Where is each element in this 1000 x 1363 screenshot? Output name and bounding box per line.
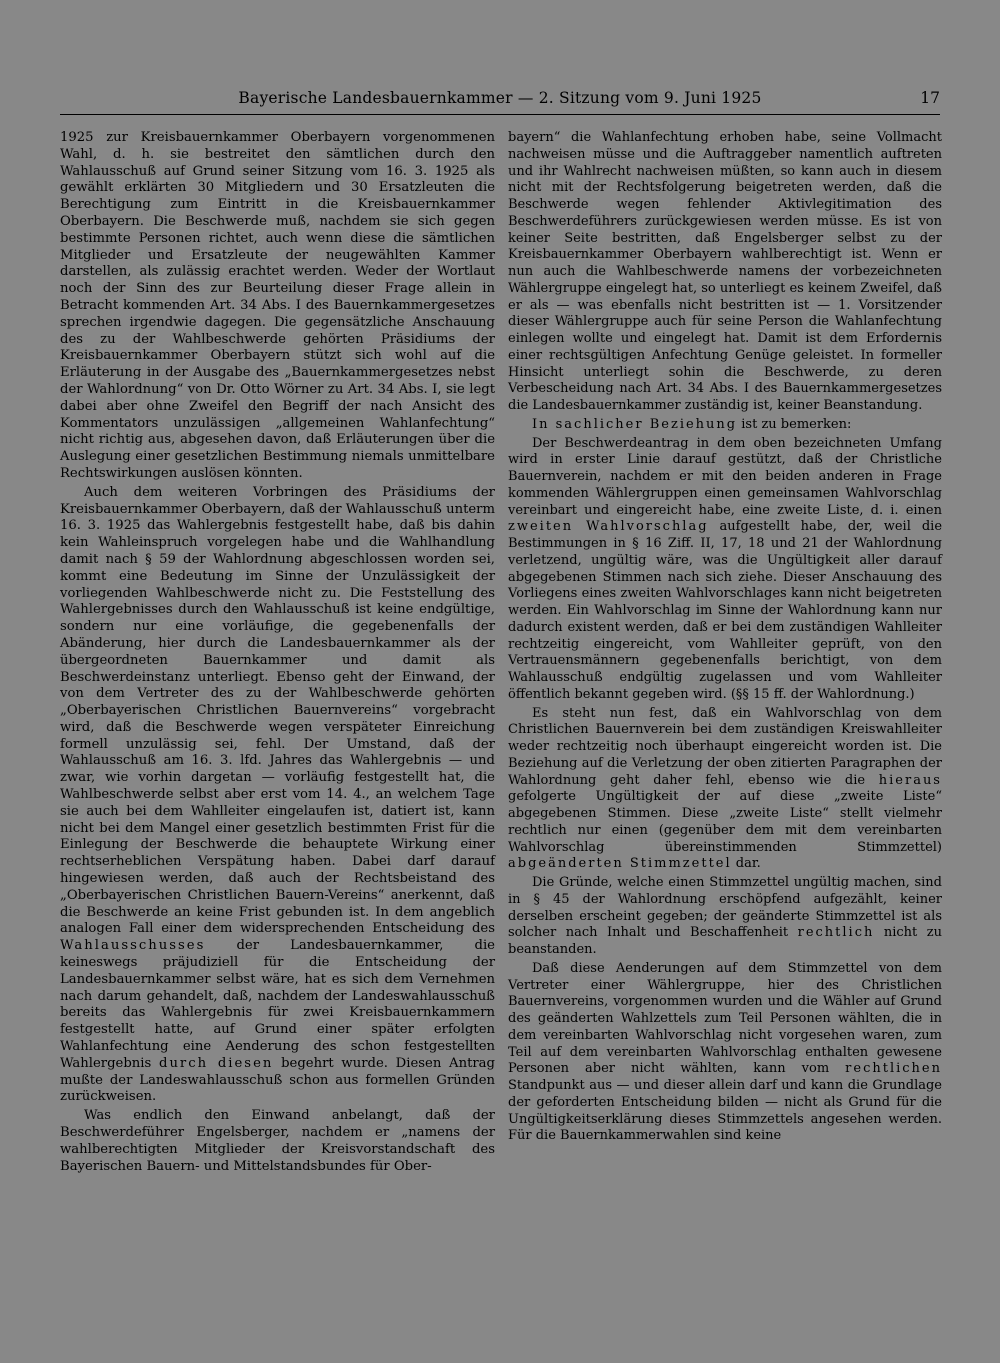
spaced-emphasis: rechtlich — [797, 925, 875, 941]
page-header — [60, 88, 940, 115]
paragraph: Es steht nun fest, daß ein Wahlvorschlag von dem Christlichen Bauernverein bei dem zuständigen Kreiswahlleiter weder rechtzeitig noch überhaupt eingereicht worden ist. Die Beziehung auf die Verletzung der oben zitierten Paragraphen der Wahlordnung geht daher fehl, ebenso wie die hieraus gefolgerte Ungültigkeit der auf diese „zweite Liste“ abgegebenen Stimmen. Diese „zweite Liste“ stellt vielmehr rechtlich nur einen (gegenüber dem mit dem vereinbarten Wahlvorschlag übereinstimmenden Stimmzettel) abgeänderten Stimmzettel dar. — [508, 705, 942, 872]
running-title: Bayerische Landesbauernkammer — 2. Sitzung vom 9. Juni 1925 — [238, 89, 762, 107]
paragraph: bayern“ die Wahlanfechtung erhoben habe, seine Vollmacht nachweisen müsse und die Auftraggeber namentlich auftreten und ihr Wahlrecht nachweisen müßten, so kann auch in diesem nicht mit der Rechtsfolgerung beigetreten werden, daß die Beschwerde wegen fehlender Aktivlegitimation des Beschwerdeführers zurückgewiesen werden müsse. Es ist von keiner Seite bestritten, daß Engelsberger selbst zu der Kreisbauernkammer Oberbayern wahlberechtigt ist. Wenn er nun auch die Wahlbeschwerde namens der vorbezeichneten Wählergruppe eingelegt hat, so unterliegt es keinem Zweifel, daß er als — was ebenfalls nicht bestritten ist — 1. Vorsitzender dieser Wählergruppe auch für seine Person die Wahlanfechtung einlegen wollte und eingelegt hat. Damit ist dem Erfordernis einer rechtsgültigen Anfechtung Genüge geleistet. In formeller Hinsicht unterliegt sohin die Beschwerde, zu deren Verbescheidung nach Art. 34 Abs. I des Bauernkammergesetzes die Landesbauernkammer zuständig ist, keiner Beanstandung. — [508, 130, 942, 413]
left-column — [60, 130, 495, 1175]
paragraph: Der Beschwerdeantrag in dem oben bezeichneten Umfang wird in erster Linie darauf gestützt, daß der Christliche Bauernverein, nachdem er mit den beiden anderen in Frage kommenden Wählergruppen einen gemeinsamen Wahlvorschlag vereinbart und eingereicht habe, eine zweite Liste, d. i. einen zweiten Wahlvorschlag aufgestellt habe, der, weil die Bestimmungen in § 16 Ziff. II, 17, 18 und 21 der Wahlordnung verletzend, ungültig wäre, was die Ungültigkeit aller darauf abgegebenen Stimmen nach sich ziehe. Dieser Anschauung des Vorliegens eines zweiten Wahlvorschlages kann nicht beigetreten werden. Ein Wahlvorschlag im Sinne der Wahlordnung kann nur dadurch existent werden, daß er bei dem zuständigen Wahlleiter rechtzeitig eingereicht, vom Wahlleiter geprüft, von den Vertrauensmännern gegebenenfalls berichtigt, von dem Wahlausschuß endgültig zugelassen und vom Wahlleiter öffentlich bekannt gegeben wird. (§§ 15 ff. der Wahlordnung.) — [508, 435, 943, 702]
paragraph: Auch dem weiteren Vorbringen des Präsidiums der Kreisbauernkammer Oberbayern, daß der Wahlausschuß unterm 16. 3. 1925 das Wahlergebnis festgestellt habe, daß bis dahin kein Wahleinspruch vorgelegen habe und die Wahlhandlung damit nach § 59 der Wahlordnung abgeschlossen worden sei, kommt eine Bedeutung im Sinne der Unzulässigkeit der vorliegenden Wahlbeschwerde nicht zu. Die Feststellung des Wahlergebnisses durch den Wahlausschuß ist keine endgültige, sondern nur eine vorläufige, die gegebenenfalls der Abänderung, hier durch die Landesbauernkammer als der übergeordneten Bauernkammer und damit als Beschwerdeinstanz unterliegt. Ebenso geht der Einwand, der von dem Vertreter des zu der Wahlbeschwerde gehörten „Oberbayerischen Christlichen Bauernvereins“ vorgebracht wird, daß die Beschwerde wegen verspäteter Einreichung formell unzulässig sei, fehl. Der Umstand, daß der Wahlausschuß am 16. 3. lfd. Jahres das Wahlergebnis — und zwar, wie vorhin dargetan — vorläufig festgestellt hat, die Wahlbeschwerde selbst aber erst vom 14. 4., an welchem Tage sie auch bei dem Wahlleiter eingelaufen ist, datiert ist, kann nicht bei dem Mangel einer gesetzlich bestimmten Frist für die Einlegung der Beschwerde die behauptete Wirkung einer rechtserheblichen Verspätung haben. Dabei darf darauf hingewiesen werden, daß auch der Rechtsbeistand des „Oberbayerischen Christlichen Bauern-Vereins“ anerkennt, daß die Beschwerde an keine Frist gebunden ist. In dem angeblich analogen Fall einer dem widersprechenden Entscheidung des Wahlausschusses der Landesbauernkammer, die keineswegs präjudiziell für die Entscheidung der Landesbauernkammer selbst wäre, hat es sich dem Vernehmen nach darum gehandelt, daß, nachdem der Landeswahlausschuß bereits das Wahlergebnis für zwei Kreisbauernkammern festgestellt hatte, auf Grund einer später erfolgten Wahlanfechtung eine Aenderung des schon festgestellten Wahlergebnis durch diesen begehrt wurde. Diesen Antrag mußte der Landeswahlausschuß schon aus formellen Gründen zurückweisen. — [60, 484, 495, 1105]
spaced-emphasis: abgeänderten Stimmzettel — [508, 856, 732, 872]
spaced-emphasis: rechtlichen — [845, 1061, 942, 1077]
spaced-emphasis: durch diesen — [159, 1055, 274, 1071]
page-number: 17 — [920, 89, 940, 107]
paragraph: 1925 zur Kreisbauernkammer Oberbayern vorgenommenen Wahl, d. h. sie bestreitet den sämtlichen durch den Wahlausschuß auf Grund seiner Sitzung vom 16. 3. 1925 als gewählt erklärten 30 Mitgliedern und 30 Ersatzleuten die Berechtigung zum Eintritt in die Kreisbauernkammer Oberbayern. Die Beschwerde muß, nachdem sie sich gegen bestimmte Personen richtet, auch wenn diese die sämtlichen Mitglieder und Ersatzleute der neugewählten Kammer darstellen, als zulässig erachtet werden. Weder der Wortlaut noch der Sinn des zur Beurteilung dieser Frage allein in Betracht kommenden Art. 34 Abs. I des Bauernkammergesetzes sprechen irgendwie dagegen. Die gegensätzliche Anschauung des zu der Wahlbeschwerde gehörten Präsidiums der Kreisbauernkammer Oberbayern stützt sich wohl auf die Erläuterung in der Ausgabe des „Bauernkammergesetzes nebst der Wahlordnung“ von Dr. Otto Wörner zu Art. 34 Abs. I, sie legt dabei aber ohne Zweifel den Begriff der nach Ansicht des Kommentators unzulässigen „allgemeinen Wahlanfechtung“ nicht richtig aus, abgesehen davon, daß Erläuterungen über die Auslegung einer gesetzlichen Bestimmung niemals unmittelbare Rechtswirkungen auslösen könnten. — [60, 130, 495, 481]
spaced-emphasis: In sachlicher Beziehung — [532, 416, 738, 432]
paragraph: Die Gründe, welche einen Stimmzettel ungültig machen, sind in § 45 der Wahlordnung erschöpfend aufgezählt, keiner derselben erscheint gegeben; der geänderte Stimmzettel ist als solcher nach Inhalt und Beschaffenheit rechtlich nicht zu beanstanden. — [508, 875, 942, 957]
right-column — [508, 130, 942, 1145]
spaced-emphasis: hieraus — [878, 772, 942, 788]
spaced-emphasis: zweiten Wahlvorschlag — [508, 519, 709, 535]
spaced-emphasis: Wahlausschusses — [60, 938, 206, 954]
section-intro: In sachlicher Beziehung ist zu bemerken: — [532, 416, 852, 432]
paragraph: Was endlich den Einwand anbelangt, daß der Beschwerdeführer Engelsberger, nachdem er „namens der wahlberechtigten Mitglieder der Kreisvorstandschaft des Bayerischen Bauern- und Mittelstandsbundes für Ober- — [60, 1108, 495, 1174]
paragraph: Daß diese Aenderungen auf dem Stimmzettel von dem Vertreter einer Wählergruppe, hier des Christlichen Bauernvereins, vorgenommen wurden und die Wähler auf Grund des geänderten Wahlzettels zum Teil Personen wählten, die in dem vereinbarten Wahlvorschlag nicht vorgesehen waren, zum Teil auf dem vereinbarten Wahlvorschlag enthalten gewesene Personen aber nicht wählten, kann vom rechtlichen Standpunkt aus — und dieser allein darf und kann die Grundlage der geforderten Entscheidung bilden — nicht als Grund für die Ungültigkeitserklärung dieses Stimmzettels angesehen werden. Für die Bauernkammerwahlen sind keine — [508, 960, 942, 1144]
